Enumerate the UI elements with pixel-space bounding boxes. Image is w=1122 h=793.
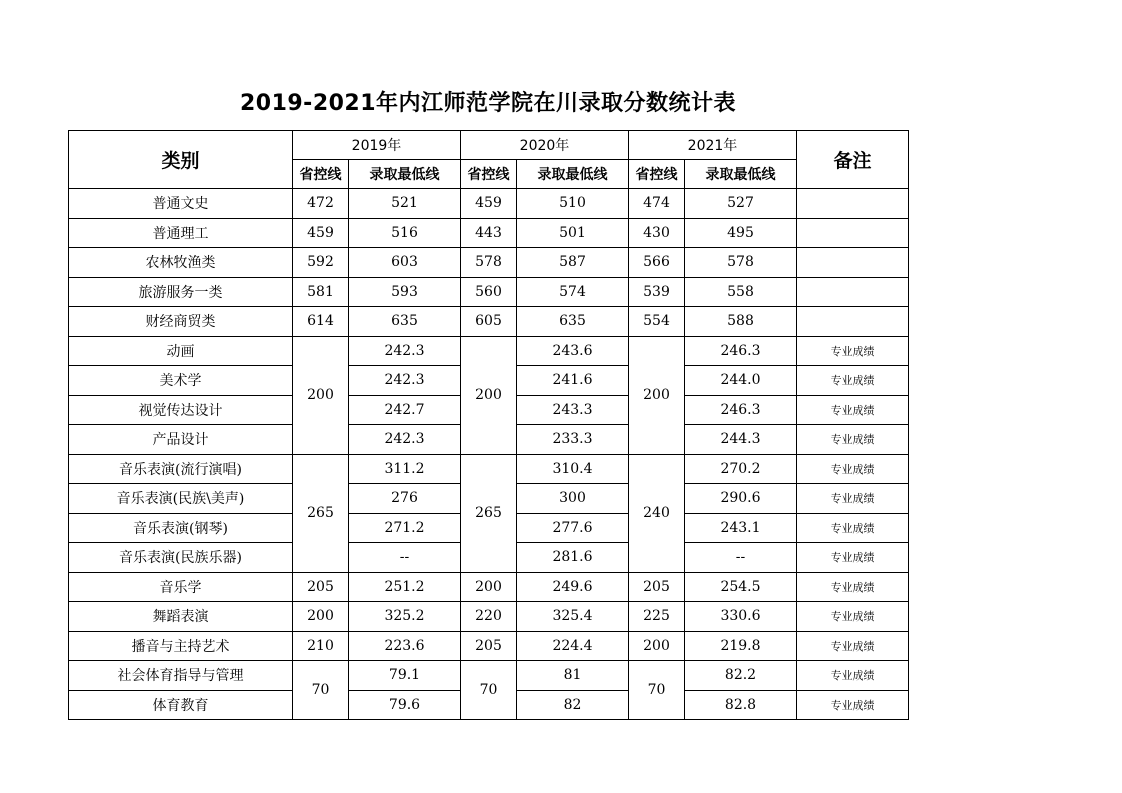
min-score-cell: 271.2 [349, 513, 461, 543]
category-cell: 舞蹈表演 [69, 602, 293, 632]
control-line-cell: 443 [461, 218, 517, 248]
min-score-cell: 330.6 [685, 602, 797, 632]
note-cell: 专业成绩 [797, 513, 909, 543]
min-score-cell: 635 [349, 307, 461, 337]
table-row [69, 336, 909, 366]
header-category: 类别 [69, 131, 293, 189]
page-title: 2019-2021年内江师范学院在川录取分数统计表 [239, 91, 737, 116]
header-control-line: 省控线 [629, 160, 685, 189]
control-line-cell: 200 [461, 336, 517, 454]
min-score-cell: 242.3 [349, 425, 461, 455]
control-line-cell: 459 [293, 218, 349, 248]
header-control-line: 省控线 [293, 160, 349, 189]
control-line-cell: 592 [293, 248, 349, 278]
min-score-cell: 249.6 [517, 572, 629, 602]
header-note: 备注 [797, 131, 909, 189]
min-score-cell: 311.2 [349, 454, 461, 484]
category-cell: 产品设计 [69, 425, 293, 455]
min-score-cell: 243.1 [685, 513, 797, 543]
min-score-cell: 243.6 [517, 336, 629, 366]
min-score-cell: 276 [349, 484, 461, 514]
min-score-cell: 558 [685, 277, 797, 307]
category-cell: 财经商贸类 [69, 307, 293, 337]
min-score-cell: 325.2 [349, 602, 461, 632]
category-cell: 播音与主持艺术 [69, 631, 293, 661]
note-cell [797, 307, 909, 337]
control-line-cell: 554 [629, 307, 685, 337]
control-line-cell: 200 [629, 631, 685, 661]
control-line-cell: 200 [293, 336, 349, 454]
min-score-cell: -- [685, 543, 797, 573]
note-cell [797, 218, 909, 248]
min-score-cell: 219.8 [685, 631, 797, 661]
control-line-cell: 200 [461, 572, 517, 602]
note-cell: 专业成绩 [797, 366, 909, 396]
min-score-cell: 281.6 [517, 543, 629, 573]
category-cell: 音乐表演(流行演唱) [69, 454, 293, 484]
control-line-cell: 205 [293, 572, 349, 602]
min-score-cell: 300 [517, 484, 629, 514]
min-score-cell: 310.4 [517, 454, 629, 484]
control-line-cell: 578 [461, 248, 517, 278]
note-cell: 专业成绩 [797, 631, 909, 661]
min-score-cell: 223.6 [349, 631, 461, 661]
min-score-cell: 246.3 [685, 395, 797, 425]
min-score-cell: 603 [349, 248, 461, 278]
category-cell: 动画 [69, 336, 293, 366]
table-row [69, 454, 909, 484]
category-cell: 视觉传达设计 [69, 395, 293, 425]
header-year-2021: 2021年 [629, 131, 797, 160]
min-score-cell: 510 [517, 189, 629, 219]
min-score-cell: 242.3 [349, 336, 461, 366]
note-cell: 专业成绩 [797, 602, 909, 632]
header-row-years [69, 131, 909, 160]
category-cell: 音乐表演(钢琴) [69, 513, 293, 543]
min-score-cell: 254.5 [685, 572, 797, 602]
control-line-cell: 210 [293, 631, 349, 661]
note-cell: 专业成绩 [797, 690, 909, 720]
min-score-cell: 79.1 [349, 661, 461, 691]
control-line-cell: 614 [293, 307, 349, 337]
admission-score-table [68, 130, 909, 720]
min-score-cell: 224.4 [517, 631, 629, 661]
category-cell: 体育教育 [69, 690, 293, 720]
min-score-cell: 527 [685, 189, 797, 219]
category-cell: 音乐表演(民族\美声) [69, 484, 293, 514]
table-row [69, 572, 909, 602]
control-line-cell: 472 [293, 189, 349, 219]
control-line-cell: 200 [629, 336, 685, 454]
note-cell [797, 189, 909, 219]
table-row [69, 189, 909, 219]
control-line-cell: 205 [461, 631, 517, 661]
min-score-cell: 516 [349, 218, 461, 248]
min-score-cell: 242.3 [349, 366, 461, 396]
category-cell: 社会体育指导与管理 [69, 661, 293, 691]
control-line-cell: 225 [629, 602, 685, 632]
min-score-cell: 635 [517, 307, 629, 337]
min-score-cell: 574 [517, 277, 629, 307]
category-cell: 普通文史 [69, 189, 293, 219]
control-line-cell: 265 [461, 454, 517, 572]
note-cell: 专业成绩 [797, 543, 909, 573]
control-line-cell: 70 [293, 661, 349, 720]
category-cell: 音乐表演(民族乐器) [69, 543, 293, 573]
header-min-score: 录取最低线 [517, 160, 629, 189]
min-score-cell: 277.6 [517, 513, 629, 543]
control-line-cell: 265 [293, 454, 349, 572]
note-cell: 专业成绩 [797, 336, 909, 366]
control-line-cell: 474 [629, 189, 685, 219]
note-cell: 专业成绩 [797, 454, 909, 484]
note-cell: 专业成绩 [797, 395, 909, 425]
category-cell: 音乐学 [69, 572, 293, 602]
min-score-cell: 325.4 [517, 602, 629, 632]
table-row [69, 248, 909, 278]
control-line-cell: 240 [629, 454, 685, 572]
min-score-cell: 495 [685, 218, 797, 248]
header-year-2019: 2019年 [293, 131, 461, 160]
min-score-cell: 270.2 [685, 454, 797, 484]
control-line-cell: 200 [293, 602, 349, 632]
control-line-cell: 566 [629, 248, 685, 278]
note-cell [797, 248, 909, 278]
min-score-cell: 242.7 [349, 395, 461, 425]
min-score-cell: 79.6 [349, 690, 461, 720]
control-line-cell: 459 [461, 189, 517, 219]
min-score-cell: 246.3 [685, 336, 797, 366]
table-row [69, 631, 909, 661]
control-line-cell: 220 [461, 602, 517, 632]
min-score-cell: 244.0 [685, 366, 797, 396]
table-row [69, 307, 909, 337]
control-line-cell: 205 [629, 572, 685, 602]
min-score-cell: 587 [517, 248, 629, 278]
min-score-cell: 290.6 [685, 484, 797, 514]
control-line-cell: 605 [461, 307, 517, 337]
note-cell: 专业成绩 [797, 425, 909, 455]
min-score-cell: 81 [517, 661, 629, 691]
table-row [69, 277, 909, 307]
min-score-cell: 82 [517, 690, 629, 720]
min-score-cell: 82.2 [685, 661, 797, 691]
category-cell: 农林牧渔类 [69, 248, 293, 278]
header-year-2020: 2020年 [461, 131, 629, 160]
header-min-score: 录取最低线 [349, 160, 461, 189]
min-score-cell: 593 [349, 277, 461, 307]
min-score-cell: 578 [685, 248, 797, 278]
header-control-line: 省控线 [461, 160, 517, 189]
min-score-cell: 501 [517, 218, 629, 248]
table-row [69, 602, 909, 632]
note-cell: 专业成绩 [797, 484, 909, 514]
control-line-cell: 560 [461, 277, 517, 307]
min-score-cell: 521 [349, 189, 461, 219]
category-cell: 美术学 [69, 366, 293, 396]
control-line-cell: 430 [629, 218, 685, 248]
min-score-cell: 244.3 [685, 425, 797, 455]
header-min-score: 录取最低线 [685, 160, 797, 189]
min-score-cell: 82.8 [685, 690, 797, 720]
category-cell: 旅游服务一类 [69, 277, 293, 307]
table-row [69, 661, 909, 691]
note-cell [797, 277, 909, 307]
min-score-cell: 251.2 [349, 572, 461, 602]
note-cell: 专业成绩 [797, 572, 909, 602]
min-score-cell: 233.3 [517, 425, 629, 455]
control-line-cell: 539 [629, 277, 685, 307]
table-row [69, 218, 909, 248]
min-score-cell: 241.6 [517, 366, 629, 396]
min-score-cell: -- [349, 543, 461, 573]
control-line-cell: 70 [629, 661, 685, 720]
min-score-cell: 243.3 [517, 395, 629, 425]
note-cell: 专业成绩 [797, 661, 909, 691]
category-cell: 普通理工 [69, 218, 293, 248]
control-line-cell: 581 [293, 277, 349, 307]
min-score-cell: 588 [685, 307, 797, 337]
control-line-cell: 70 [461, 661, 517, 720]
